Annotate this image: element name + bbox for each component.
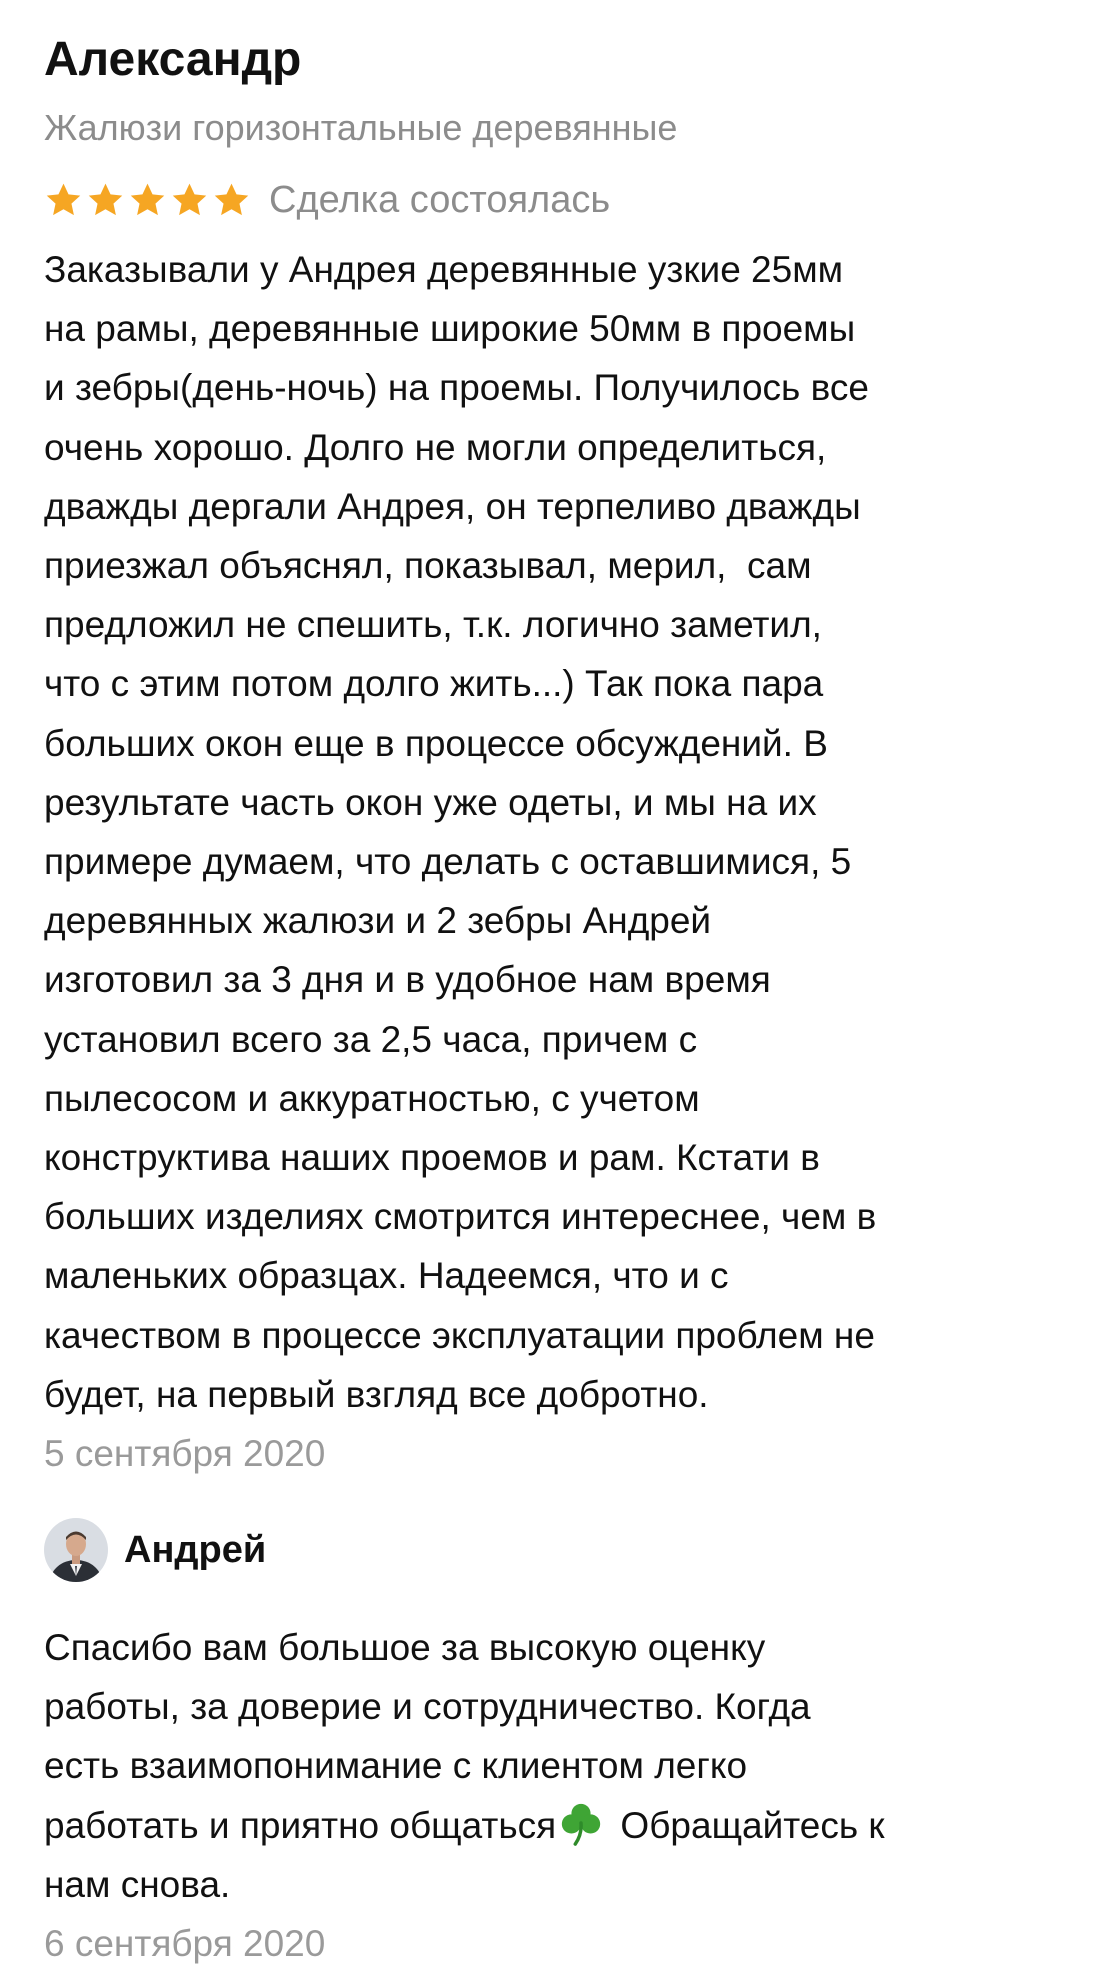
review-author-name[interactable]: Александр [44, 33, 302, 86]
reply-date: 6 сентября 2020 [44, 1923, 326, 1965]
rating-stars [44, 181, 251, 220]
reply-text [44, 1618, 1056, 1914]
reply-text-part: Обращайтесь к нам снова. [44, 1804, 885, 1905]
avatar[interactable] [44, 1518, 108, 1582]
star-icon [86, 181, 125, 220]
review-product: Жалюзи горизонтальные деревянные [44, 107, 678, 148]
star-icon [44, 181, 83, 220]
deal-status: Сделка состоялась [269, 179, 611, 221]
clover-icon [558, 1800, 604, 1846]
rating-row [44, 176, 1056, 224]
star-icon [212, 181, 251, 220]
review-text: Заказывали у Андрея деревянные узкие 25мм на рамы, деревянные широкие 50мм в проемы и зебры(день-ночь) на проемы. Получилось все очень хорошо. Долго не могли определиться, дважды дергали Андрея, он терпеливо дважды приезжал объяснял, показывал, мерил, сам предложил не спешить, т.к. логично заметил, что с этим потом долго жить...) Так пока пара больших окон еще в процессе обсуждений. В результате часть окон уже одеты, и мы на их примере думаем, что делать с оставшимися, 5 деревянных жалюзи и 2 зебры Андрей изготовил за 3 дня и в удобное нам время установил всего за 2,5 часа, причем с пылесосом и аккуратностью, с учетом конструктива наших проемов и рам. Кстати в больших изделиях смотрится интереснее, чем в маленьких образцах. Надеемся, что и с качеством в процессе эксплуатации проблем не будет, на первый взгляд все добротно. [44, 249, 877, 1415]
reply-author-name[interactable]: Андрей [124, 1528, 267, 1571]
review-date: 5 сентября 2020 [44, 1433, 326, 1475]
star-icon [170, 181, 209, 220]
seller-reply [44, 1518, 1056, 1970]
reply-header [44, 1518, 1056, 1582]
star-icon [128, 181, 167, 220]
reply-text-part: Спасибо вам большое за высокую оценку работы, за доверие и сотрудничество. Когда есть взаимопонимание с клиентом легко работать и приятно общаться [44, 1627, 811, 1846]
